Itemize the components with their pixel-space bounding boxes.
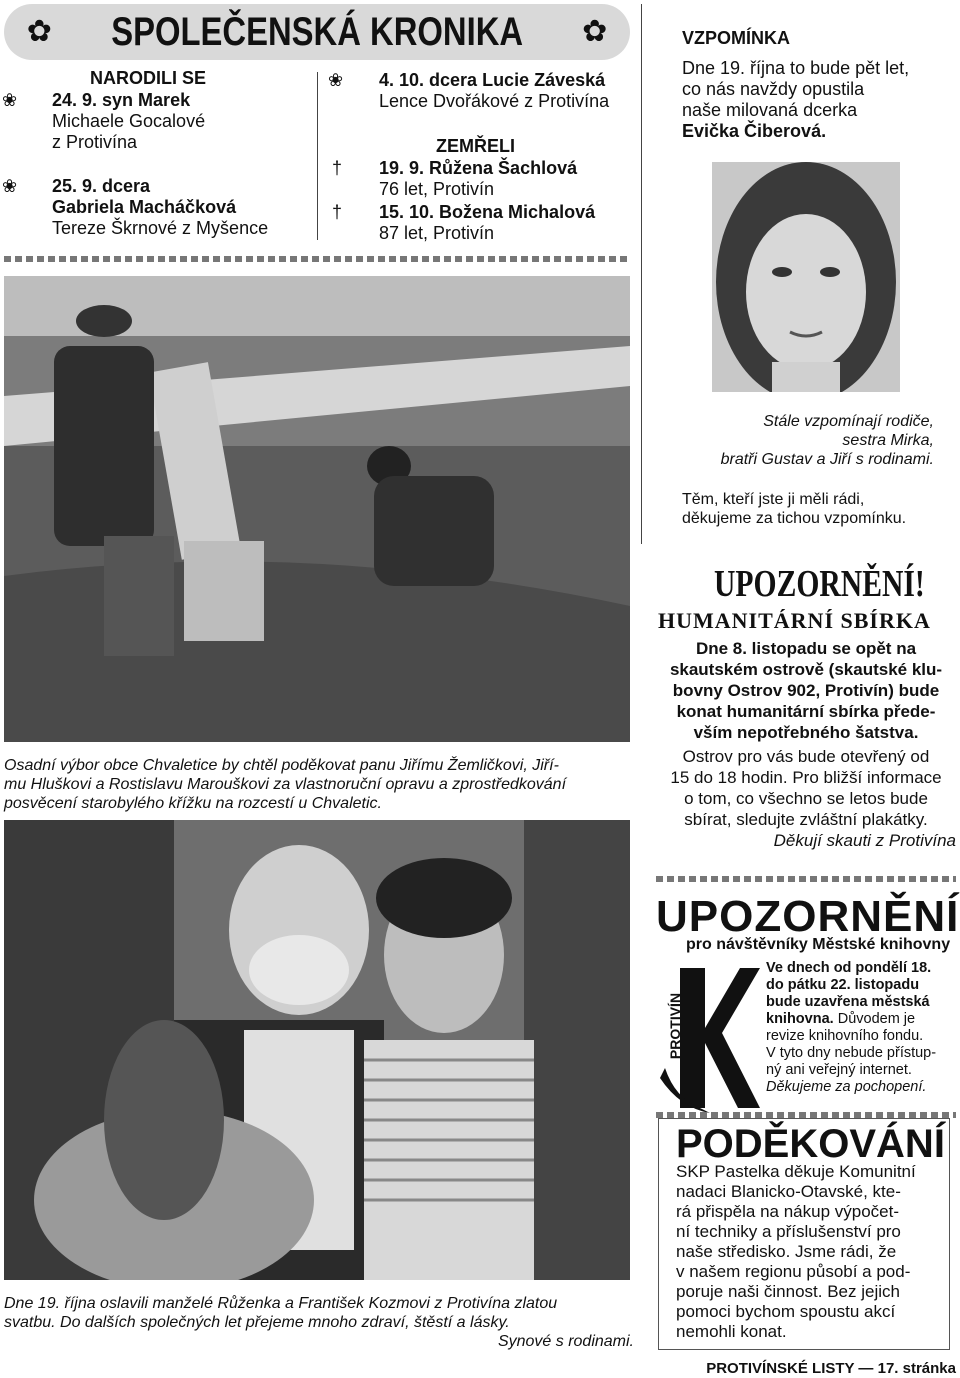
text-line: rá přispěla na nákup výpočet-	[676, 1202, 900, 1221]
caption-line: mu Hluškovi a Rostislavu Marouškovi za vlastnoruční opravu a zprostředkování	[4, 776, 567, 793]
text-line: Stále vzpomínají rodiče,	[763, 413, 934, 430]
entry-line: 19. 9. Růžena Šachlová	[379, 158, 578, 178]
narodili-heading: NARODILI SE	[90, 68, 207, 88]
column-divider	[641, 4, 642, 544]
text-line: skautském ostrově (skautské klu-	[669, 660, 943, 679]
entry-line: z Protivína	[52, 132, 138, 152]
text-line: pomoci bychom spoustu akcí	[676, 1302, 896, 1321]
text-line: bovny Ostrov 902, Protivín) bude	[672, 681, 940, 700]
text-line: co nás navždy opustila	[682, 79, 865, 99]
text-line: v našem regionu působí a pod-	[676, 1262, 911, 1281]
library-notice	[766, 960, 956, 1096]
library-subtitle: pro návštěvníky Městské knihovny	[686, 936, 951, 953]
text-line: konat humanitární sbírka přede-	[676, 702, 936, 721]
text-line: bratři Gustav a Jiří s rodinami.	[720, 451, 934, 468]
text-line: děkujeme za tichou vzpomínku.	[682, 510, 907, 527]
text-line: knihovna.	[766, 1011, 834, 1027]
signature: Děkujeme za pochopení.	[766, 1079, 927, 1095]
text-line: Ve dnech od pondělí 18.	[766, 960, 932, 976]
death-entry	[379, 158, 577, 200]
entry-line: 24. 9. syn Marek	[52, 90, 191, 110]
entry-line: Lence Dvořákové z Protivína	[379, 91, 610, 111]
caption-line: Dne 19. října oslavili manželé Růženka a František Kozmovi z Protivína zlatou	[4, 1295, 558, 1312]
memorial-portrait	[712, 162, 900, 392]
entry-line: Gabriela Macháčková	[52, 197, 237, 217]
podekovani-title: PODĚKOVÁNÍ	[676, 1122, 945, 1166]
memorial-family	[650, 412, 934, 469]
entry-line: Michaele Gocalové	[52, 111, 206, 131]
entry-line: Tereze Škrnové z Myšence	[52, 218, 269, 238]
sbirka-details	[656, 746, 956, 851]
library-title: UPOZORNĚNÍ	[656, 892, 960, 941]
cross-caption	[4, 756, 634, 813]
text-line: nemohli konat.	[676, 1322, 787, 1341]
text-line: ní techniky a příslušenství pro	[676, 1222, 901, 1241]
entry-line: 25. 9. dcera	[52, 176, 151, 196]
text-line: poruje naši činnost. Bez jejich	[676, 1282, 900, 1301]
text-line: naše milovaná dcerka	[682, 100, 858, 120]
flower-icon: ✿	[26, 15, 52, 48]
sbirka-announcement	[656, 638, 956, 743]
signature: Děkují skauti z Protivína	[773, 831, 956, 850]
memorial-name: Evička Čiberová.	[682, 121, 827, 141]
humanitarni-heading: HUMANITÁRNÍ SBÍRKA	[658, 608, 931, 633]
entry-line: 15. 10. Božena Michalová	[379, 202, 596, 222]
podekovani-text	[676, 1162, 940, 1342]
divider	[317, 72, 318, 240]
text-line: ný ani veřejný internet.	[766, 1062, 912, 1078]
text-line: SKP Pastelka děkuje Komunitní	[676, 1162, 916, 1181]
text-line: 15 do 18 hodin. Pro bližší informace	[670, 768, 942, 787]
memorial-thanks	[682, 490, 906, 528]
text-line: Ostrov pro vás bude otevřený od	[682, 747, 930, 766]
text-line: do pátku 22. listopadu	[766, 977, 920, 993]
library-logo	[660, 958, 760, 1118]
vzpominka-text	[682, 58, 909, 142]
zemreli-heading: ZEMŘELI	[436, 136, 515, 156]
text-line: Těm, kteří jste ji měli rádi,	[682, 491, 865, 508]
page-footer: PROTIVÍNSKÉ LISTY — 17. stránka	[706, 1360, 956, 1377]
text-line: V tyto dny nebude přístup-	[766, 1045, 937, 1061]
caption-line: Osadní výbor obce Chvaletice by chtěl poděkovat panu Jiřímu Žemličkovi, Jiří-	[4, 757, 559, 774]
text-line: nadaci Blanicko-Otavské, kte-	[676, 1182, 901, 1201]
upozorneni-title: UPOZORNĚNÍ!	[714, 563, 925, 605]
text-line: sbírat, sledujte zvláštní plakátky.	[684, 810, 928, 829]
death-entry	[379, 202, 595, 244]
text-line: Dne 8. listopadu se opět na	[695, 639, 917, 658]
logo-text: PROTIVÍN	[667, 992, 684, 1060]
text-line: revize knihovního fondu.	[766, 1028, 924, 1044]
birth-entry	[52, 176, 268, 239]
wedding-photo	[4, 820, 630, 1280]
caption-line: svatbu. Do dalších společných let přejeme mnoho zdraví, štěstí a lásky.	[4, 1314, 510, 1331]
text-line: Důvodem je	[833, 1011, 916, 1027]
entry-line: 87 let, Protivín	[379, 223, 495, 243]
cross-repair-photo	[4, 276, 630, 742]
caption-line: posvěcení starobylého křížku na rozcestí u Chvaletic.	[4, 795, 382, 812]
dotted-separator	[4, 256, 630, 262]
birth-entry	[52, 90, 205, 153]
flower-icon: ❀	[328, 70, 344, 90]
vzpominka-heading: VZPOMÍNKA	[682, 28, 790, 48]
caption-signature: Synové s rodinami.	[497, 1333, 634, 1350]
text-line: Dne 19. října to bude pět let,	[682, 58, 910, 78]
text-line: sestra Mirka,	[842, 432, 934, 449]
dotted-separator	[656, 876, 956, 882]
cross-icon: †	[332, 202, 343, 222]
flower-icon: ❀	[2, 176, 18, 196]
entry-line: 4. 10. dcera Lucie Záveská	[379, 70, 606, 90]
text-line: vším nepotřebného šatstva.	[693, 723, 919, 742]
text-line: naše středisko. Jsme rádi, že	[676, 1242, 897, 1261]
text-line: bude uzavřena městská	[766, 994, 930, 1010]
text-line: o tom, co všechno se letos bude	[684, 789, 928, 808]
entry-line: 76 let, Protivín	[379, 179, 495, 199]
section-title: SPOLEČENSKÁ KRONIKA	[111, 9, 523, 54]
wedding-caption	[4, 1294, 634, 1351]
section-banner	[4, 4, 630, 60]
cross-icon: †	[332, 158, 343, 178]
flower-icon: ✿	[582, 15, 608, 48]
flower-icon: ❀	[2, 90, 18, 110]
birth-entry	[379, 70, 609, 112]
